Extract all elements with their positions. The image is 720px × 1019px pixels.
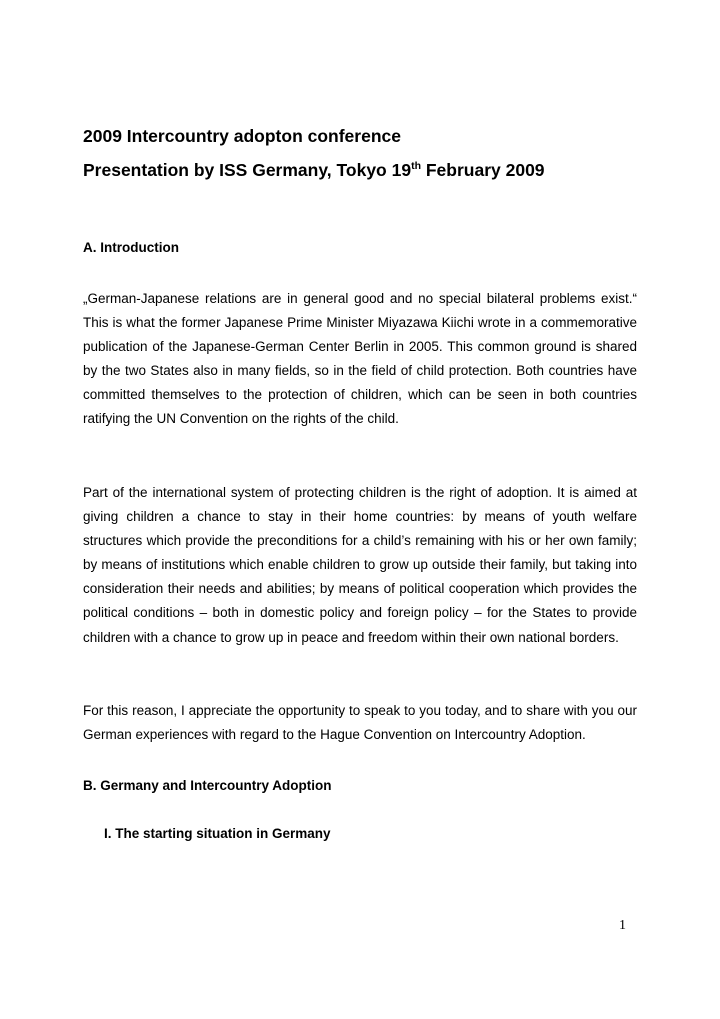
document-title: 2009 Intercountry adopton conference <box>83 126 401 146</box>
subtitle-text: Presentation by ISS Germany, Tokyo 19 <box>83 160 412 180</box>
document-subtitle <box>83 160 545 181</box>
section-heading-introduction: A. Introduction <box>83 240 179 255</box>
paragraph-1: „German-Japanese relations are in general good and no special bilateral problems exist.“ This is what the former Japanese Prime Minister Miyazawa Kiichi wrote in a commemorative publication of the Japanese-German Center Berlin in 2005. This common ground is shared by the two States also in many fields, so in the field of child protection. Both countries have committed themselves to the protection of children, which can be seen in both countries ratifying the UN Convention on the rights of the child. <box>83 291 637 427</box>
page-number: 1 <box>619 918 626 933</box>
paragraph-3: For this reason, I appreciate the opportunity to speak to you today, and to share with you our German experiences with regard to the Hague Convention on Intercountry Adoption. <box>83 703 637 743</box>
subsection-heading-starting-situation: I. The starting situation in Germany <box>104 826 331 841</box>
paragraph-2: Part of the international system of protecting children is the right of adoption. It is aimed at giving children a chance to stay in their home countries: by means of youth welfare structures which provide the preconditions for a child’s remaining with his or her own family; by means of institutions which enable children to grow up outside their family, but taking into consideration their needs and abilities; by means of political cooperation which provides the political conditions – both in domestic policy and foreign policy – for the States to provide children with a chance to grow up in peace and freedom within their own national borders. <box>83 485 637 645</box>
subtitle-date: February 2009 <box>421 160 545 180</box>
ordinal-suffix: th <box>411 160 421 173</box>
section-heading-germany-adoption: B. Germany and Intercountry Adoption <box>83 778 332 793</box>
